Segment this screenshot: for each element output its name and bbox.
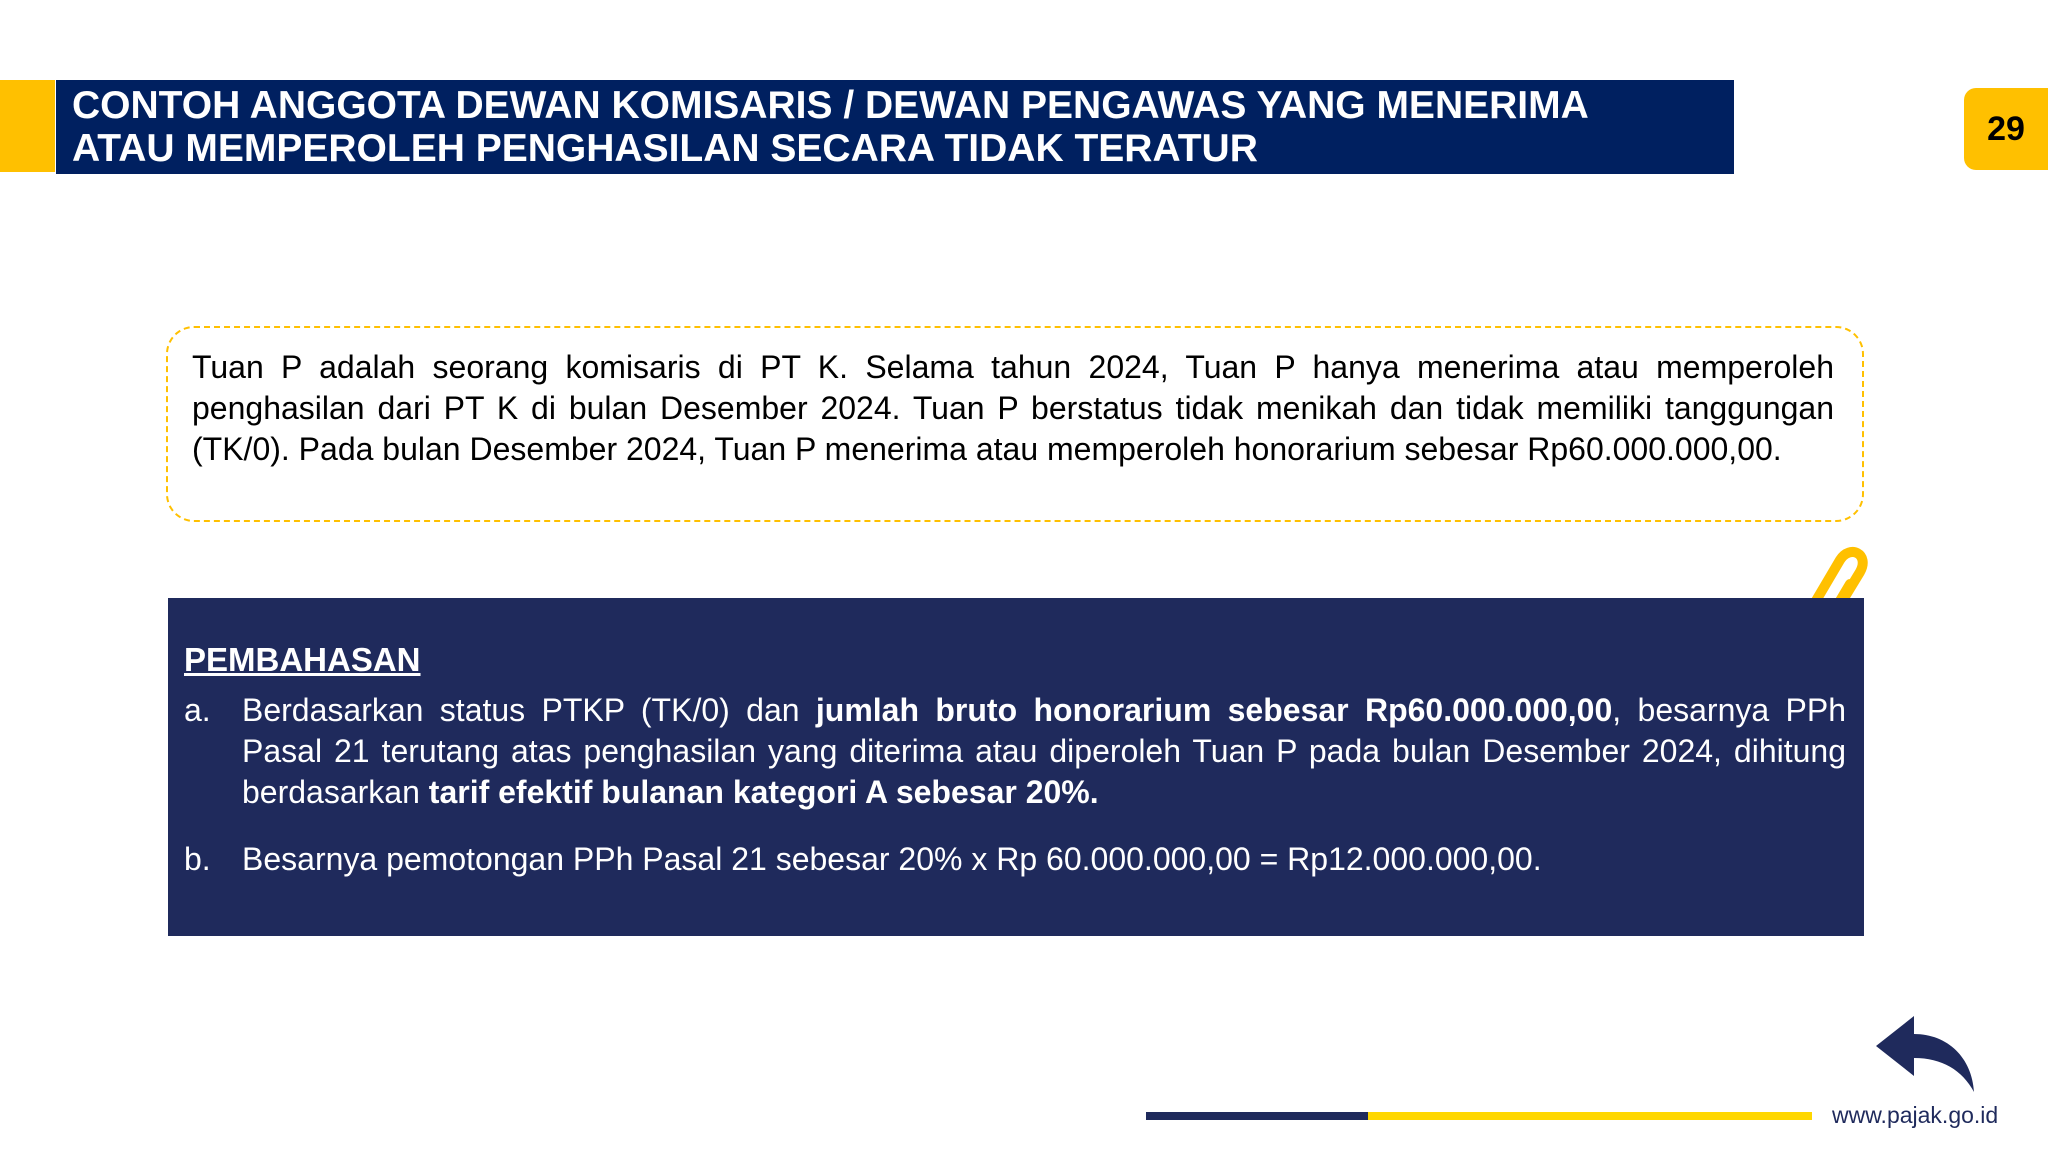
discussion-text-segment: , besarnya PPh Pasal 21 terutang atas penghasilan yang diterima atau diperoleh Tuan P pada bulan Desember 2024, dihitung berdasarkan (242, 692, 1846, 810)
discussion-item-b (184, 839, 1846, 880)
discussion-item-text: Besarnya pemotongan PPh Pasal 21 sebesar 20% x Rp 60.000.000,00 = Rp12.000.000,00. (242, 841, 1542, 877)
discussion-item-marker: a. (184, 692, 211, 728)
discussion-panel (168, 598, 1864, 936)
footer-line-yellow (1368, 1112, 1812, 1120)
page-number-badge: 29 (1964, 88, 2048, 170)
discussion-item-marker: b. (184, 841, 211, 877)
footer-line-dark (1146, 1112, 1368, 1120)
title-accent-bar (0, 80, 55, 172)
discussion-bold-segment: jumlah bruto honorarium sebesar Rp60.000.000,00 (815, 692, 1613, 728)
discussion-list (184, 690, 1846, 880)
footer-website: www.pajak.go.id (1832, 1102, 1999, 1128)
page-title (56, 80, 1734, 174)
discussion-item-a (184, 690, 1846, 813)
discussion-bold-segment: tarif efektif bulanan kategori A sebesar 20%. (428, 774, 1099, 810)
discussion-text-segment: Berdasarkan status PTKP (TK/0) dan (242, 692, 816, 728)
back-arrow-icon[interactable] (1874, 1014, 1978, 1094)
page-title-line-1: CONTOH ANGGOTA DEWAN KOMISARIS / DEWAN PENGAWAS YANG MENERIMA (72, 84, 1589, 127)
case-description-box (166, 326, 1864, 522)
page-title-line-2: ATAU MEMPEROLEH PENGHASILAN SECARA TIDAK TERATUR (72, 127, 1258, 170)
case-description-text: Tuan P adalah seorang komisaris di PT K. Selama tahun 2024, Tuan P hanya menerima atau memperoleh penghasilan dari PT K di bulan Desember 2024. Tuan P berstatus tidak menikah dan tidak memiliki tanggungan (TK/0). Pada bulan Desember 2024, Tuan P menerima atau memperoleh honorarium sebesar Rp60.000.000,00. (192, 349, 1834, 467)
discussion-heading: PEMBAHASAN (184, 641, 421, 678)
discussion-item-text (242, 690, 1846, 813)
